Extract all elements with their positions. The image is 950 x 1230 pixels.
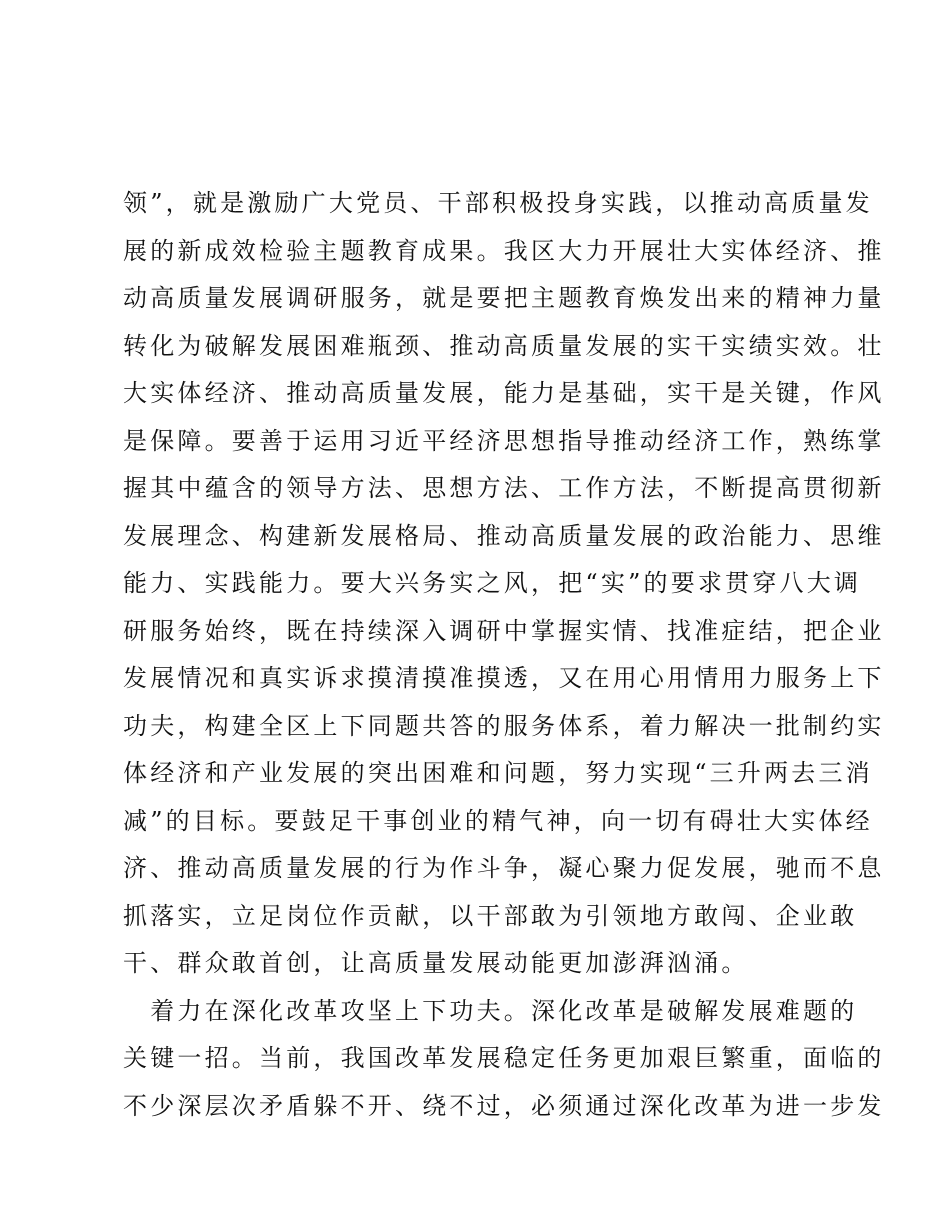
text-line: 转化为破解发展困难瓶颈、推动高质量发展的实干实绩实效。壮	[123, 331, 885, 360]
text-line: 能力、实践能力。要大兴务实之风，把“实”的要求贯穿八大调	[123, 569, 862, 597]
text-line: 动高质量发展调研服务，就是要把主题教育焕发出来的精神力量	[123, 284, 885, 312]
text-line: 减”的目标。要鼓足干事创业的精气神，向一切有碍壮大实体经	[123, 806, 873, 835]
text-line: 关键一招。当前，我国改革发展稳定任务更加艰巨繁重，面临的	[123, 1044, 885, 1072]
document-body	[123, 180, 885, 1130]
text-line: 不少深层次矛盾躲不开、绕不过，必须通过深化改革为进一步发	[123, 1091, 885, 1120]
text-line: 体经济和产业发展的突出困难和问题，努力实现“三升两去三消	[123, 759, 873, 787]
text-line: 发展情况和真实诉求摸清摸准摸透，又在用心用情用力服务上下	[123, 664, 885, 692]
text-line: 着力在深化改革攻坚上下功夫。深化改革是破解发展难题的	[123, 996, 858, 1025]
text-line: 济、推动高质量发展的行为作斗争，凝心聚力促发展，驰而不息	[123, 854, 885, 882]
text-line: 干、群众敢首创，让高质量发展动能更加澎湃汹涌。	[123, 949, 749, 977]
text-line: 发展理念、构建新发展格局、推动高质量发展的政治能力、思维	[123, 521, 885, 550]
text-line: 握其中蕴含的领导方法、思想方法、工作方法，不断提高贯彻新	[123, 474, 885, 502]
text-line: 领”，就是激励广大党员、干部积极投身实践，以推动高质量发	[123, 189, 873, 217]
text-line: 抓落实，立足岗位作贡献，以干部敢为引领地方敢闯、企业敢	[123, 901, 858, 930]
text-line: 大实体经济、推动高质量发展，能力是基础，实干是关键，作风	[123, 379, 885, 407]
text-line: 功夫，构建全区上下同题共答的服务体系，着力解决一批制约实	[123, 711, 885, 740]
text-line: 研服务始终，既在持续深入调研中掌握实情、找准症结，把企业	[123, 616, 885, 645]
text-line: 展的新成效检验主题教育成果。我区大力开展壮大实体经济、推	[123, 236, 885, 265]
text-line: 是保障。要善于运用习近平经济思想指导推动经济工作，熟练掌	[123, 426, 885, 455]
